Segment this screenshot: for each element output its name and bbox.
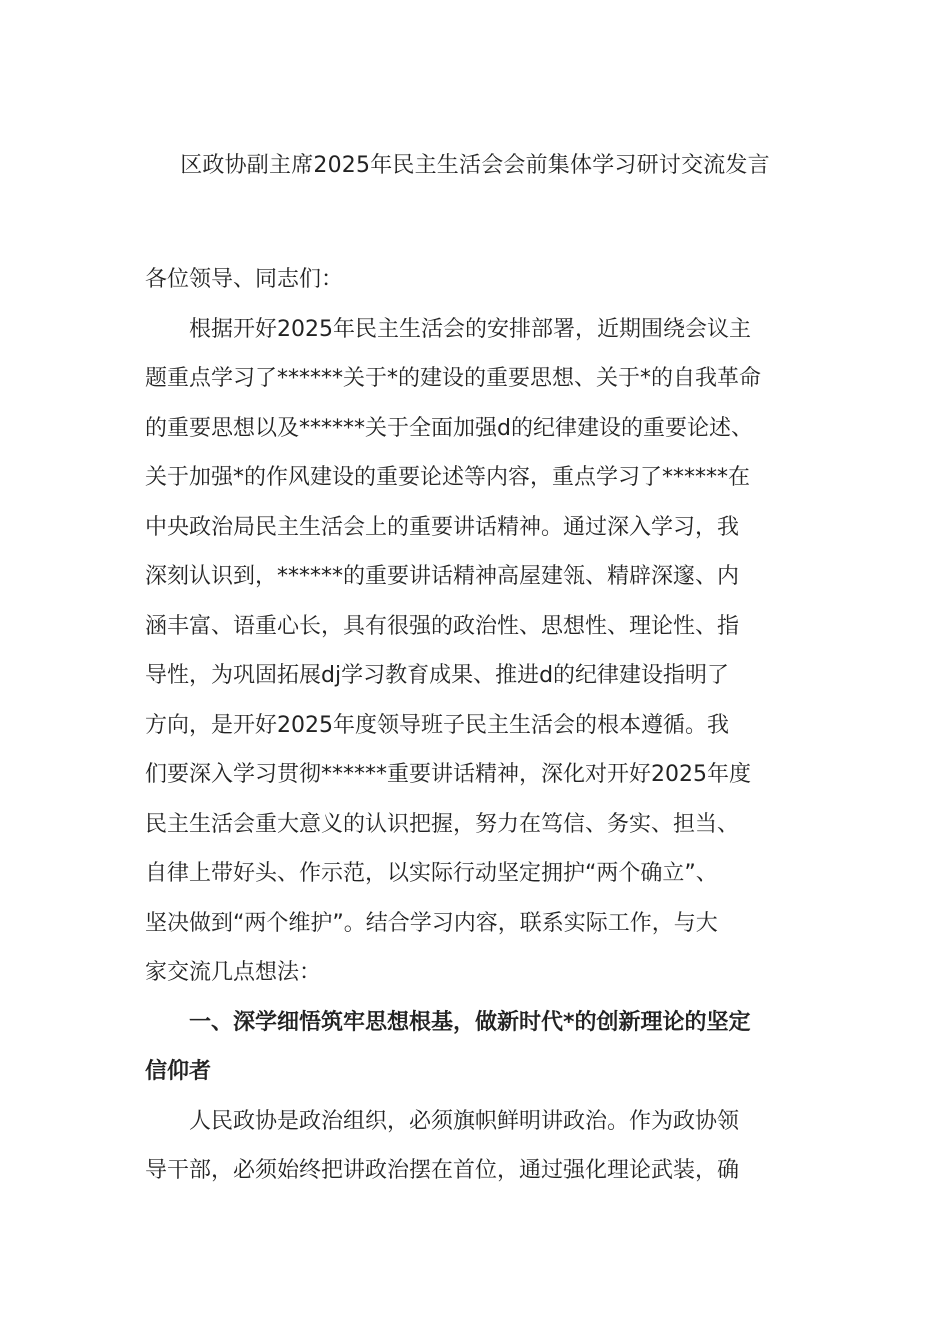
- document-body: [145, 255, 807, 1196]
- paragraph-section-1: [145, 1097, 807, 1196]
- paragraph-line: 根据开好2025年民主生活会的安排部署，近期围绕会议主: [189, 316, 751, 342]
- page-title: 区政协副主席2025年民主生活会会前集体学习研讨交流发言: [180, 153, 770, 178]
- heading-line: 信仰者: [145, 1059, 212, 1084]
- paragraph-line: 导性，为巩固拓展dj学习教育成果、推进d的纪律建设指明了: [145, 663, 730, 688]
- paragraph-line: 坚决做到“两个维护”。结合学习内容，联系实际工作，与大: [145, 910, 718, 936]
- paragraph-line: 深刻认识到，******的重要讲话精神高屋建瓴、精辟深邃、内: [145, 564, 740, 589]
- paragraph-line: 中央政治局民主生活会上的重要讲话精神。通过深入学习，我: [145, 514, 740, 540]
- paragraph-line: 题重点学习了******关于*的建设的重要思想、关于*的自我革命: [145, 366, 762, 391]
- paragraph-line: 自律上带好头、作示范，以实际行动坚定拥护“两个确立”、: [145, 861, 718, 886]
- paragraph-line: 导干部，必须始终把讲政治摆在首位，通过强化理论武装，确: [145, 1158, 740, 1183]
- paragraph-line: 们要深入学习贯彻******重要讲话精神，深化对开好2025年度: [145, 762, 751, 787]
- paragraph-line: 的重要思想以及******关于全面加强d的纪律建设的重要论述、: [145, 415, 753, 441]
- paragraph-line: 民主生活会重大意义的认识把握，努力在笃信、务实、担当、: [145, 811, 740, 837]
- paragraph-line: 关于加强*的作风建设的重要论述等内容，重点学习了******在: [145, 465, 751, 490]
- paragraph-line: 涵丰富、语重心长，具有很强的政治性、思想性、理论性、指: [145, 613, 740, 639]
- salutation: 各位领导、同志们：: [145, 267, 344, 292]
- paragraph-line: 方向，是开好2025年度领导班子民主生活会的根本遵循。我: [145, 712, 729, 738]
- paragraph-line: 人民政协是政治组织，必须旗帜鲜明讲政治。作为政协领: [189, 1108, 740, 1134]
- heading-line: 一、深学细悟筑牢思想根基，做新时代*的创新理论的坚定: [189, 1009, 751, 1035]
- paragraph-line: 家交流几点想法：: [145, 960, 322, 985]
- paragraph-intro: [145, 305, 807, 998]
- section-heading-1: [145, 998, 807, 1097]
